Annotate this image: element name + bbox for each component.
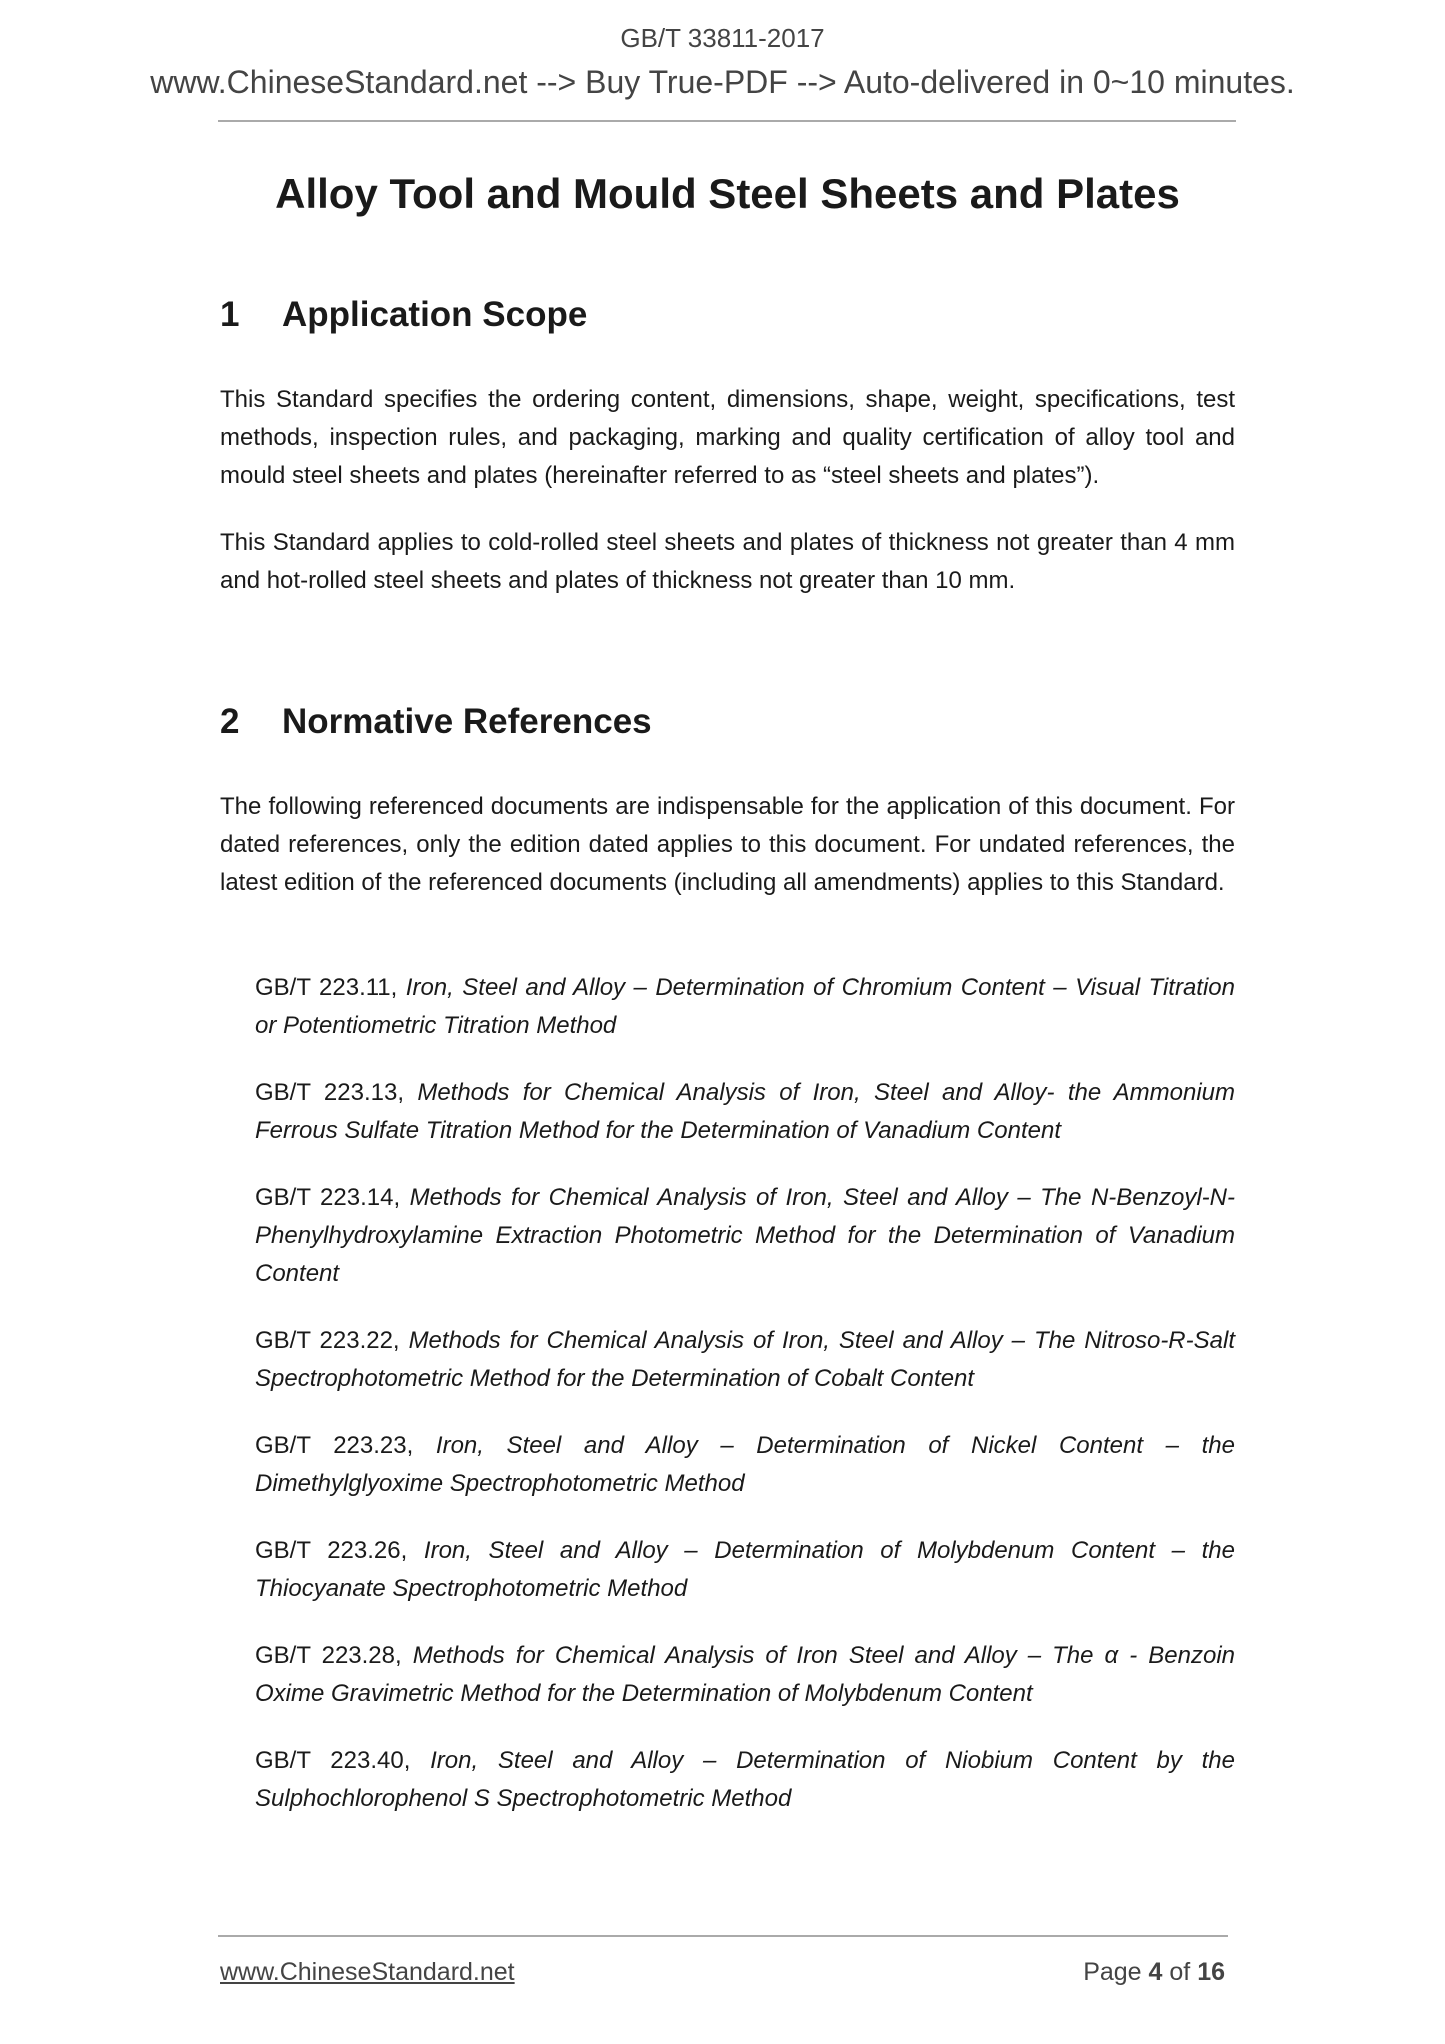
- reference-title: Methods for Chemical Analysis of Iron Steel and Alloy – The α - Benzoin Oxime Gravimetric Method for the Determination of Molybdenum Content: [255, 1642, 1235, 1707]
- reference-list: [255, 969, 1235, 1847]
- reference-title: Methods for Chemical Analysis of Iron, Steel and Alloy- the Ammonium Ferrous Sulfate Titration Method for the Determination of Vanadium Content: [255, 1079, 1236, 1144]
- reference-code: GB/T 223.23,: [255, 1432, 436, 1459]
- section-number: 1: [220, 295, 240, 334]
- header-banner: www.ChineseStandard.net --> Buy True-PDF --> Auto-delivered in 0~10 minutes.: [150, 64, 1295, 100]
- page-prefix: Page: [1083, 1958, 1149, 1986]
- reference-item: [255, 1179, 1235, 1293]
- footer-divider: [218, 1935, 1228, 1937]
- page-number: [1083, 1954, 1225, 1990]
- section-heading-1: [220, 292, 587, 338]
- reference-item: [255, 1532, 1235, 1608]
- reference-code: GB/T 223.28,: [255, 1642, 413, 1669]
- reference-code: GB/T 223.14,: [255, 1184, 410, 1211]
- reference-code: GB/T 223.11,: [255, 974, 406, 1001]
- reference-code: GB/T 223.26,: [255, 1537, 424, 1564]
- section-number: 2: [220, 702, 240, 741]
- reference-code: GB/T 223.40,: [255, 1747, 431, 1774]
- reference-item: [255, 1637, 1235, 1713]
- reference-item: [255, 1742, 1235, 1818]
- header-divider: [218, 120, 1236, 122]
- section-title: Application Scope: [282, 295, 588, 334]
- page-of: of: [1162, 1958, 1198, 1986]
- section-2-body: [220, 788, 1235, 931]
- reference-title: Methods for Chemical Analysis of Iron, Steel and Alloy – The N-Benzoyl-N-Phenylhydroxylamine Extraction Photometric Method for the Determination of Vanadium Content: [255, 1184, 1235, 1287]
- page-total: 16: [1197, 1958, 1225, 1986]
- reference-item: [255, 1427, 1235, 1503]
- reference-item: [255, 1074, 1235, 1150]
- paragraph: The following referenced documents are indispensable for the application of this document. For dated references, only the edition dated applies to this document. For undated references, the latest edition of the referenced documents (including all amendments) applies to this Standard.: [220, 793, 1235, 896]
- reference-code: GB/T 223.22,: [255, 1327, 409, 1354]
- page-current: 4: [1148, 1958, 1163, 1986]
- footer-site-link[interactable]: www.ChineseStandard.net: [220, 1958, 515, 1986]
- paragraph: This Standard applies to cold-rolled steel sheets and plates of thickness not greater than 4 mm and hot-rolled steel sheets and plates of thickness not greater than 10 mm.: [220, 529, 1235, 594]
- section-heading-2: [220, 699, 652, 745]
- section-title: Normative References: [282, 702, 652, 741]
- reference-title: Methods for Chemical Analysis of Iron, Steel and Alloy – The Nitroso-R-Salt Spectrophotometric Method for the Determination of Cobalt Content: [255, 1327, 1235, 1392]
- page-title: Alloy Tool and Mould Steel Sheets and Plates: [275, 170, 1180, 217]
- reference-item: [255, 969, 1235, 1045]
- standard-code: GB/T 33811-2017: [620, 23, 825, 53]
- reference-title: Iron, Steel and Alloy – Determination of Niobium Content by the Sulphochlorophenol S Spectrophotometric Method: [255, 1747, 1235, 1812]
- reference-title: Iron, Steel and Alloy – Determination of Molybdenum Content – the Thiocyanate Spectrophotometric Method: [255, 1537, 1236, 1602]
- paragraph: This Standard specifies the ordering content, dimensions, shape, weight, specifications, test methods, inspection rules, and packaging, marking and quality certification of alloy tool and mould steel sheets and plates (hereinafter referred to as “steel sheets and plates”).: [220, 386, 1235, 489]
- reference-code: GB/T 223.13,: [255, 1079, 418, 1106]
- section-1-body: [220, 381, 1235, 629]
- reference-title: Iron, Steel and Alloy – Determination of Nickel Content – the Dimethylglyoxime Spectrophotometric Method: [255, 1432, 1235, 1497]
- reference-item: [255, 1322, 1235, 1398]
- reference-title: Iron, Steel and Alloy – Determination of Chromium Content – Visual Titration or Potentiometric Titration Method: [255, 974, 1235, 1039]
